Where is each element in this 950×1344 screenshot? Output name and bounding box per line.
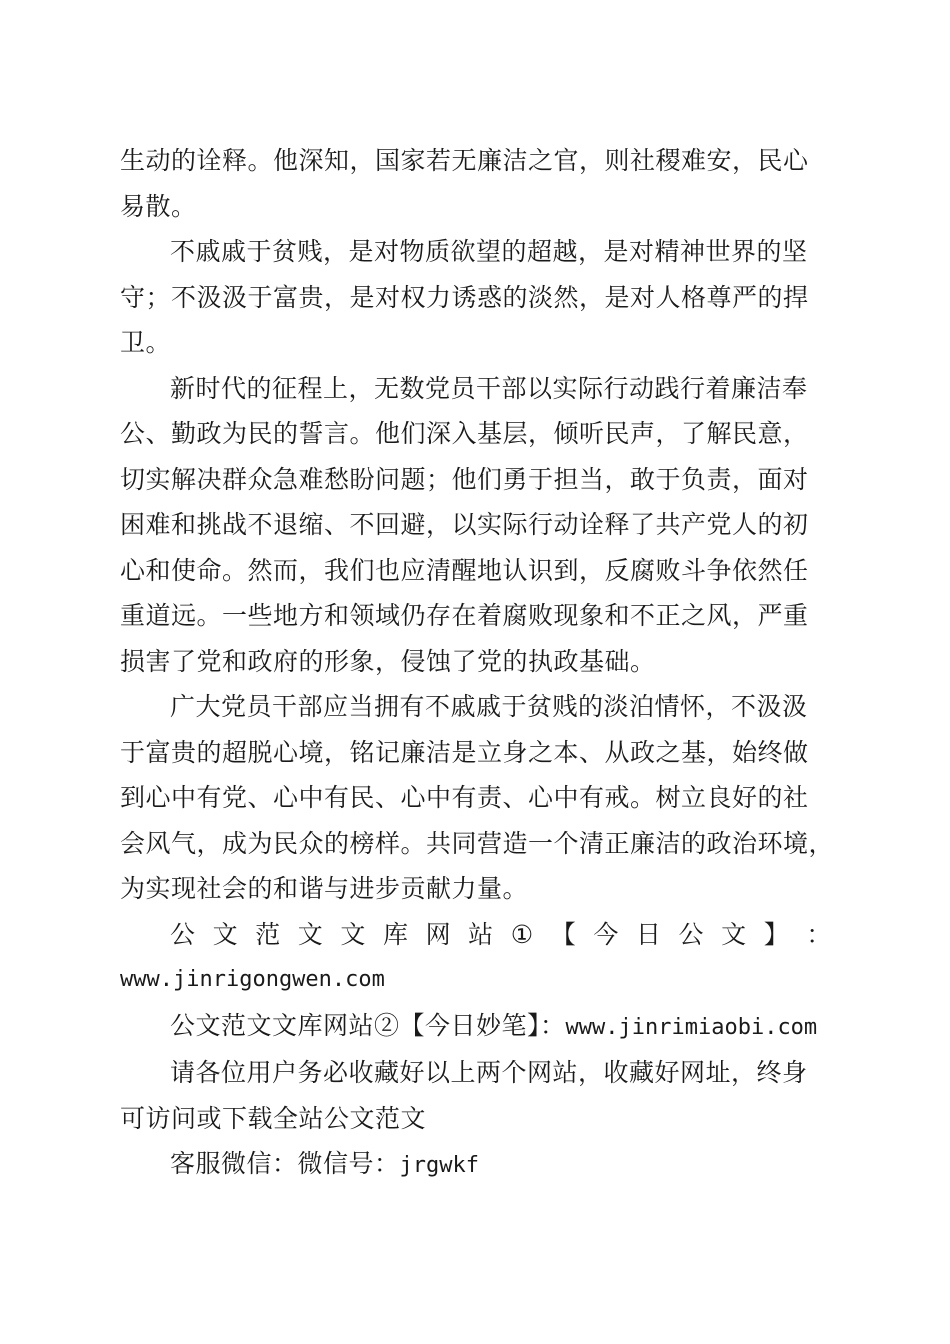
paragraph-4 [120,684,835,912]
service-wechat-id: jrgwkf [399,1153,479,1178]
site1-char: ① [510,919,534,949]
paragraph-line: 生动的诠释。他深知，国家若无廉洁之官，则社稷难安，民心 [120,146,809,175]
notice-line: 请各位用户务必收藏好以上两个网站，收藏好网址，终身 [170,1058,808,1087]
paragraph-line: 不戚戚于贫贱，是对物质欲望的超越，是对精神世界的坚 [170,237,808,266]
paragraph-line: 到心中有党、心中有民、心中有责、心中有戒。树立良好的社 [120,783,809,812]
paragraph-line: 会风气，成为民众的榜样。共同营造一个清正廉洁的政治环境， [120,828,835,858]
site1-char: 公 [678,919,705,949]
site1-char: 】 [763,919,790,949]
site2-line [120,1003,832,1051]
paragraph-line: 新时代的征程上，无数党员干部以实际行动践行着廉洁奉 [170,373,808,403]
paragraph-3 [120,366,832,685]
paragraph-2 [120,229,832,366]
paragraph-1 [120,138,832,229]
site1-char: 网 [425,919,452,949]
paragraph-line: 守；不汲汲于富贵，是对权力诱惑的淡然，是对人格尊严的捍 [120,282,809,312]
site2-url[interactable]: www.jinrimiaobi.com [565,1014,818,1040]
paragraph-line: 公、勤政为民的誓言。他们深入基层，倾听民声，了解民意， [120,419,809,448]
paragraph-line: 易散。 [120,191,197,221]
site1-char: 今 [593,919,619,949]
service-line [120,1141,832,1189]
site1-char: 公 [170,919,196,949]
site1-char: 文 [340,919,366,949]
paragraph-line: 广大党员干部应当拥有不戚戚于贫贱的淡泊情怀，不汲汲 [170,692,808,721]
paragraph-line: 损害了党和政府的形象，侵蚀了党的执政基础。 [120,646,656,676]
site1-label [120,912,832,958]
notice-paragraph [120,1050,832,1141]
site1-url[interactable]: www.jinrigongwen.com [120,967,385,992]
site1-char: 范 [255,919,281,949]
site1-char: 文 [297,919,324,949]
service-label: 客服微信：微信号： [170,1149,400,1178]
paragraph-line: 为实现社会的和谐与进步贡献力量。 [120,874,529,903]
site1-char: 【 [550,919,577,949]
paragraph-line: 切实解决群众急难愁盼问题；他们勇于担当，敢于负责，面对 [120,464,809,494]
site1-char: 库 [382,919,409,949]
notice-line: 可访问或下载全站公文范文 [120,1103,427,1133]
site1-char: ： [806,919,832,949]
paragraph-line: 重道远。一些地方和领域仍存在着腐败现象和不正之风，严重 [120,601,809,630]
paragraph-line: 于富贵的超脱心境，铭记廉洁是立身之本、从政之基，始终做 [120,737,809,767]
site1-char: 文 [721,919,747,949]
document-body [120,138,835,1189]
site1-char: 日 [635,919,662,949]
site2-label: 公文范文文库网站②【今日妙笔】： [170,1010,566,1040]
paragraph-line: 心和使命。然而，我们也应清醒地认识到，反腐败斗争依然任 [120,555,809,585]
paragraph-line: 困难和挑战不退缩、不回避，以实际行动诠释了共产党人的初 [120,510,809,539]
paragraph-line: 卫。 [120,328,172,357]
site1-block [120,912,832,1003]
site1-char: 站 [468,919,494,949]
site1-char: 文 [212,919,239,949]
